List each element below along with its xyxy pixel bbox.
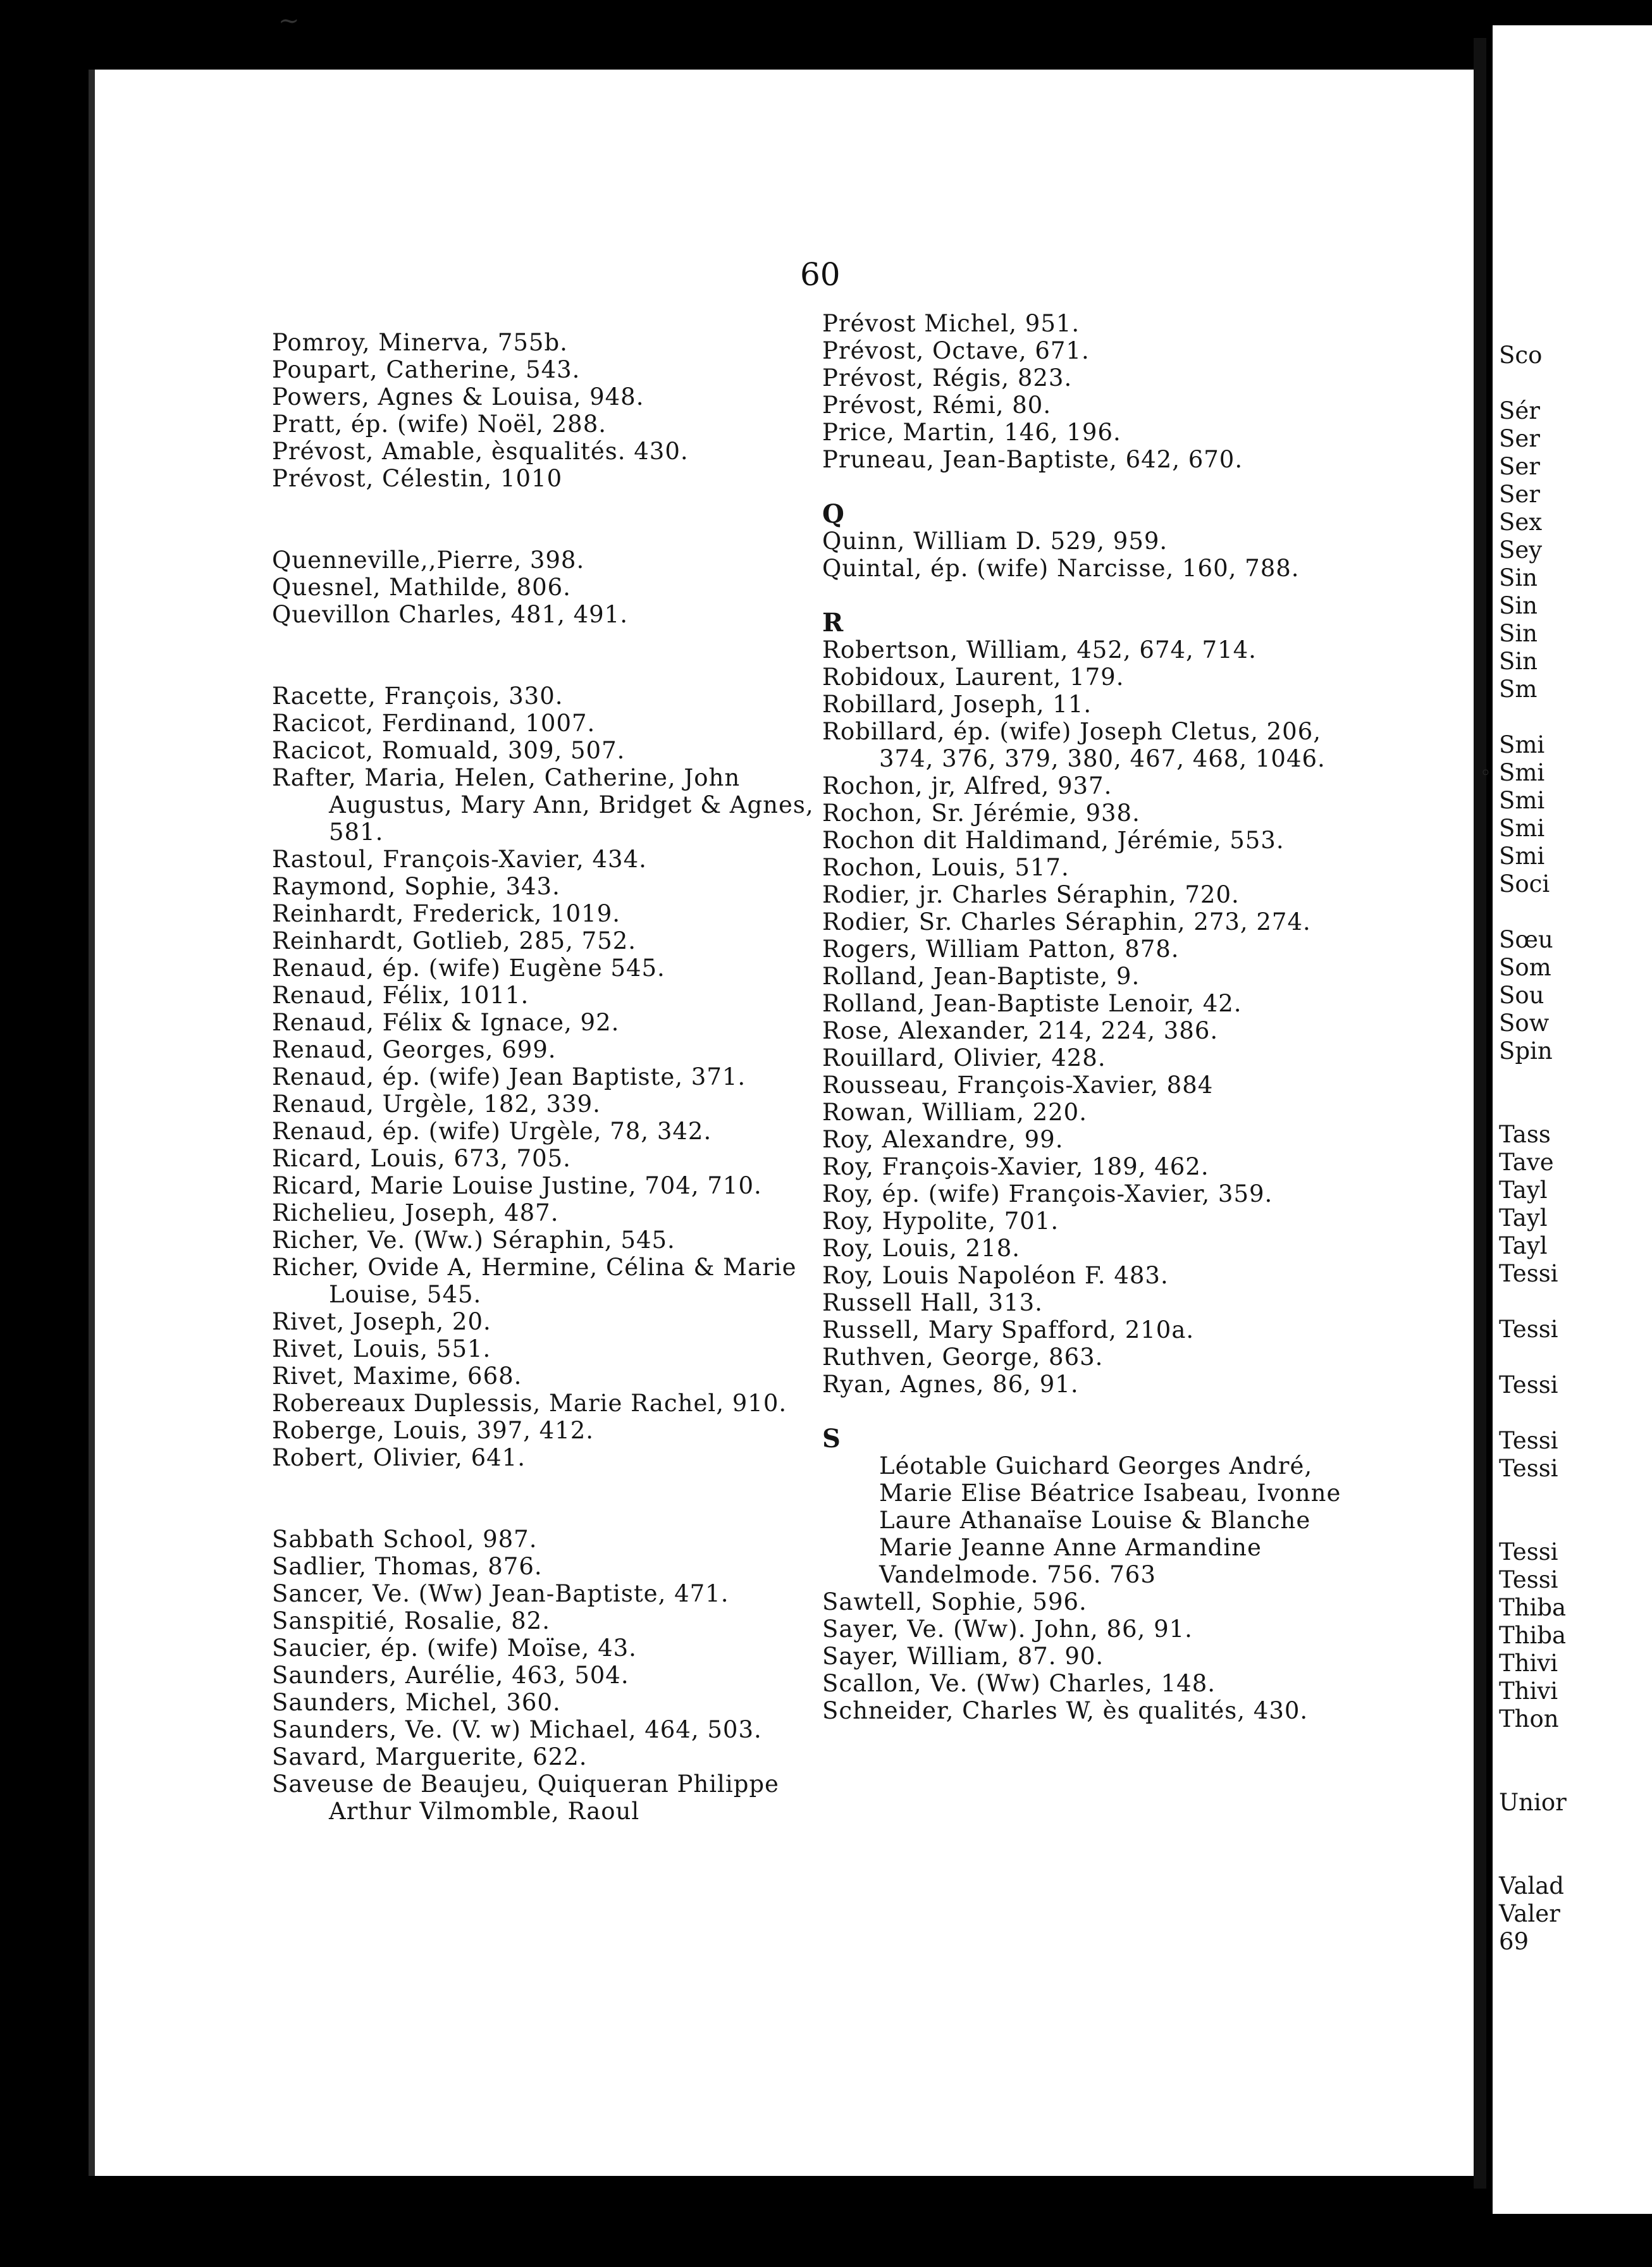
index-entry: Robertson, William, 452, 674, 714.	[822, 636, 1257, 664]
right-q-section	[822, 528, 1372, 582]
adjacent-page-entry: Tessi	[1499, 1427, 1558, 1454]
adjacent-page-entry: Sin	[1499, 648, 1538, 675]
adjacent-page-entry: Thon	[1499, 1705, 1559, 1733]
adjacent-page-edge	[1493, 25, 1652, 2214]
adjacent-page-entry: Tayl	[1499, 1232, 1548, 1259]
section-letter-q: Q	[822, 499, 845, 529]
index-entry: Quevillon Charles, 481, 491.	[272, 601, 628, 628]
index-entry: Richer, Ovide A, Hermine, Célina & Marie Louise, 545.	[272, 1254, 797, 1308]
adjacent-page-entry: Sin	[1499, 620, 1538, 647]
index-entry: Schneider, Charles W, ès qualités, 430.	[822, 1697, 1309, 1724]
index-entry: Rivet, Louis, 551.	[272, 1335, 491, 1362]
left-column	[272, 329, 816, 1825]
index-entry: Rolland, Jean-Baptiste Lenoir, 42.	[822, 990, 1242, 1017]
index-entry: Reinhardt, Gotlieb, 285, 752.	[272, 927, 637, 954]
index-entry: Prévost, Régis, 823.	[822, 364, 1073, 392]
adjacent-page-entry: Sin	[1499, 592, 1538, 619]
index-entry: Rodier, jr. Charles Séraphin, 720.	[822, 881, 1240, 908]
index-entry: Rolland, Jean-Baptiste, 9.	[822, 963, 1140, 990]
index-entry: Reinhardt, Frederick, 1019.	[272, 900, 621, 927]
index-entry: Rivet, Maxime, 668.	[272, 1362, 522, 1390]
index-entry: Sabbath School, 987.	[272, 1526, 538, 1553]
adjacent-page-entry: Smi	[1499, 843, 1545, 870]
index-entry: Rastoul, François-Xavier, 434.	[272, 846, 647, 873]
index-entry: Robereaux Duplessis, Marie Rachel, 910.	[272, 1390, 787, 1417]
index-entry: Racicot, Ferdinand, 1007.	[272, 710, 596, 737]
page-gutter	[1474, 38, 1486, 2189]
adjacent-page-entry: Thiba	[1499, 1594, 1567, 1621]
adjacent-page-entry: Tayl	[1499, 1204, 1548, 1232]
adjacent-page-entry: Tessi	[1499, 1316, 1558, 1343]
index-entry: Renaud, ép. (wife) Urgèle, 78, 342.	[272, 1118, 712, 1145]
adjacent-page-entry: Tass	[1499, 1121, 1551, 1148]
index-entry: Ryan, Agnes, 86, 91.	[822, 1371, 1079, 1398]
index-entry: Saveuse de Beaujeu, Quiqueran Philippe Arthur Vilmomble, Raoul	[272, 1770, 779, 1825]
index-entry: Rousseau, François-Xavier, 884	[822, 1072, 1214, 1099]
index-entry: Saunders, Ve. (V. w) Michael, 464, 503.	[272, 1716, 762, 1743]
index-entry: Robidoux, Laurent, 179.	[822, 664, 1125, 691]
index-entry: Rochon, jr, Alfred, 937.	[822, 772, 1113, 800]
index-entry: Raymond, Sophie, 343.	[272, 873, 560, 900]
adjacent-page-entry: Tayl	[1499, 1177, 1548, 1204]
adjacent-page-entry: Sco	[1499, 342, 1543, 369]
index-entry: Quesnel, Mathilde, 806.	[272, 574, 571, 601]
adjacent-page-entry: Sou	[1499, 982, 1544, 1009]
adjacent-page-entry: Ser	[1499, 425, 1540, 452]
adjacent-page-entry: Som	[1499, 954, 1551, 981]
index-entry: Sayer, William, 87. 90.	[822, 1643, 1104, 1670]
adjacent-page-entry: Smi	[1499, 787, 1545, 814]
index-entry: Renaud, Georges, 699.	[272, 1036, 557, 1063]
index-entry: Rivet, Joseph, 20.	[272, 1308, 491, 1335]
index-entry: Rochon, Louis, 517.	[822, 854, 1069, 881]
left-s-section	[272, 1526, 816, 1825]
index-entry: Russell Hall, 313.	[822, 1289, 1043, 1316]
index-entry: Sawtell, Sophie, 596.	[822, 1588, 1087, 1615]
scan-squiggle-mark: ~	[278, 6, 300, 35]
adjacent-page-entry: Sœu	[1499, 926, 1553, 953]
s-continuation-text: Léotable Guichard Georges André, Marie Elise Béatrice Isabeau, Ivonne Laure Athanaïse Louise & Blanche Marie Jeanne Anne Armandine Vandelmode. 756. 763	[879, 1452, 1341, 1588]
index-entry: Rowan, William, 220.	[822, 1099, 1087, 1126]
adjacent-page-entry: Sow	[1499, 1010, 1550, 1037]
index-entry: Saunders, Aurélie, 463, 504.	[272, 1662, 629, 1689]
index-entry: Rafter, Maria, Helen, Catherine, John Augustus, Mary Ann, Bridget & Agnes, 581.	[272, 764, 814, 846]
index-entry: Pratt, ép. (wife) Noël, 288.	[272, 411, 607, 438]
page-number: 60	[800, 256, 841, 293]
index-entry: Ricard, Marie Louise Justine, 704, 710.	[272, 1172, 762, 1199]
index-entry: Saunders, Michel, 360.	[272, 1689, 561, 1716]
left-r-section	[272, 683, 816, 1471]
adjacent-page-entry: Ser	[1499, 453, 1540, 480]
index-entry: Sancer, Ve. (Ww) Jean-Baptiste, 471.	[272, 1580, 729, 1607]
adjacent-page-entry: Thivi	[1499, 1677, 1558, 1705]
adjacent-page-entry: Soci	[1499, 870, 1550, 898]
gutter-mark: ◦	[1480, 762, 1491, 784]
index-entry: Renaud, Urgèle, 182, 339.	[272, 1090, 601, 1118]
index-entry: Roberge, Louis, 397, 412.	[272, 1417, 595, 1444]
index-entry: Racette, François, 330.	[272, 683, 564, 710]
right-column	[822, 310, 1372, 1724]
right-s-section	[822, 1588, 1372, 1724]
index-entry: Quintal, ép. (wife) Narcisse, 160, 788.	[822, 555, 1300, 582]
adjacent-page-entry: Spin	[1499, 1037, 1553, 1065]
index-entry: Richelieu, Joseph, 487.	[272, 1199, 559, 1226]
index-entry: Prévost, Octave, 671.	[822, 337, 1090, 364]
adjacent-page-entry: Tave	[1499, 1149, 1554, 1176]
adjacent-page-entry: Tessi	[1499, 1371, 1558, 1399]
adjacent-page-entry: Valer	[1499, 1900, 1560, 1927]
index-entry: Russell, Mary Spafford, 210a.	[822, 1316, 1195, 1344]
adjacent-page-entry: Thiba	[1499, 1622, 1567, 1649]
section-letter-s: S	[822, 1424, 841, 1454]
index-entry: Quinn, William D. 529, 959.	[822, 528, 1168, 555]
adjacent-page-entry: Smi	[1499, 815, 1545, 842]
right-p-section	[822, 310, 1372, 473]
index-entry: Robert, Olivier, 641.	[272, 1444, 526, 1471]
adjacent-page-entry: Smi	[1499, 759, 1545, 786]
adjacent-page-entry: Tessi	[1499, 1538, 1558, 1566]
index-entry: Roy, Hypolite, 701.	[822, 1208, 1059, 1235]
index-entry: Poupart, Catherine, 543.	[272, 356, 581, 383]
index-entry: Powers, Agnes & Louisa, 948.	[272, 383, 644, 411]
section-letter-r: R	[822, 608, 844, 638]
index-entry: Roy, François-Xavier, 189, 462.	[822, 1153, 1209, 1180]
index-entry: Rose, Alexander, 214, 224, 386.	[822, 1017, 1219, 1044]
index-entry: Savard, Marguerite, 622.	[272, 1743, 588, 1770]
adjacent-page-entry: Unior	[1499, 1789, 1567, 1816]
index-entry: Roy, Alexandre, 99.	[822, 1126, 1064, 1153]
adjacent-page-entry: Smi	[1499, 731, 1545, 758]
adjacent-page-entry: Valad	[1499, 1872, 1564, 1899]
adjacent-page-entry: Thivi	[1499, 1650, 1558, 1677]
index-entry: Renaud, Félix & Ignace, 92.	[272, 1009, 620, 1036]
index-entry: Price, Martin, 146, 196.	[822, 419, 1121, 446]
index-entry: Rouillard, Olivier, 428.	[822, 1044, 1106, 1072]
adjacent-page-entry: Sér	[1499, 397, 1540, 424]
index-entry: Sadlier, Thomas, 876.	[272, 1553, 543, 1580]
adjacent-page-entry: Tessi	[1499, 1455, 1558, 1482]
index-entry: Roy, Louis Napoléon F. 483.	[822, 1262, 1169, 1289]
index-entry: Prévost, Amable, èsqualités. 430.	[272, 438, 689, 465]
index-entry: Richer, Ve. (Ww.) Séraphin, 545.	[272, 1226, 675, 1254]
adjacent-page-entry: Tessi	[1499, 1260, 1558, 1287]
index-entry: Ruthven, George, 863.	[822, 1344, 1104, 1371]
index-entry: Prévost Michel, 951.	[822, 310, 1080, 337]
adjacent-page-entry: Sm	[1499, 676, 1538, 703]
index-entry: Roy, ép. (wife) François-Xavier, 359.	[822, 1180, 1273, 1208]
index-entry: Renaud, Félix, 1011.	[272, 982, 529, 1009]
index-entry: Robillard, ép. (wife) Joseph Cletus, 206, 374, 376, 379, 380, 467, 468, 1046.	[822, 718, 1326, 772]
adjacent-page-entry: Sex	[1499, 509, 1543, 536]
index-entry: Saucier, ép. (wife) Moïse, 43.	[272, 1634, 637, 1662]
index-entry: Pomroy, Minerva, 755b.	[272, 329, 568, 356]
adjacent-page-entry: Ser	[1499, 481, 1540, 508]
index-entry: Rochon dit Haldimand, Jérémie, 553.	[822, 827, 1285, 854]
index-entry: Rodier, Sr. Charles Séraphin, 273, 274.	[822, 908, 1311, 936]
index-entry: Prévost, Célestin, 1010	[272, 465, 563, 492]
left-q-section	[272, 547, 816, 628]
adjacent-page-entry: Sey	[1499, 536, 1543, 564]
index-entry: Robillard, Joseph, 11.	[822, 691, 1092, 718]
index-entry: Renaud, ép. (wife) Jean Baptiste, 371.	[272, 1063, 746, 1090]
index-entry: Prévost, Rémi, 80.	[822, 392, 1052, 419]
adjacent-page-entry: 69	[1499, 1928, 1529, 1955]
index-entry: Rochon, Sr. Jérémie, 938.	[822, 800, 1140, 827]
index-entry: Pruneau, Jean-Baptiste, 642, 670.	[822, 446, 1243, 473]
left-p-section	[272, 329, 816, 492]
index-entry: Quenneville,,Pierre, 398.	[272, 547, 585, 574]
index-entry: Sanspitié, Rosalie, 82.	[272, 1607, 550, 1634]
index-entry: Ricard, Louis, 673, 705.	[272, 1145, 571, 1172]
adjacent-page-entry: Sin	[1499, 564, 1538, 591]
index-entry: Renaud, ép. (wife) Eugène 545.	[272, 954, 665, 982]
right-r-section	[822, 636, 1372, 1398]
adjacent-page-entry: Tessi	[1499, 1566, 1558, 1593]
index-entry: Scallon, Ve. (Ww) Charles, 148.	[822, 1670, 1216, 1697]
index-entry: Roy, Louis, 218.	[822, 1235, 1021, 1262]
index-entry: Racicot, Romuald, 309, 507.	[272, 737, 626, 764]
index-entry: Sayer, Ve. (Ww). John, 86, 91.	[822, 1615, 1193, 1643]
index-entry: Rogers, William Patton, 878.	[822, 936, 1180, 963]
